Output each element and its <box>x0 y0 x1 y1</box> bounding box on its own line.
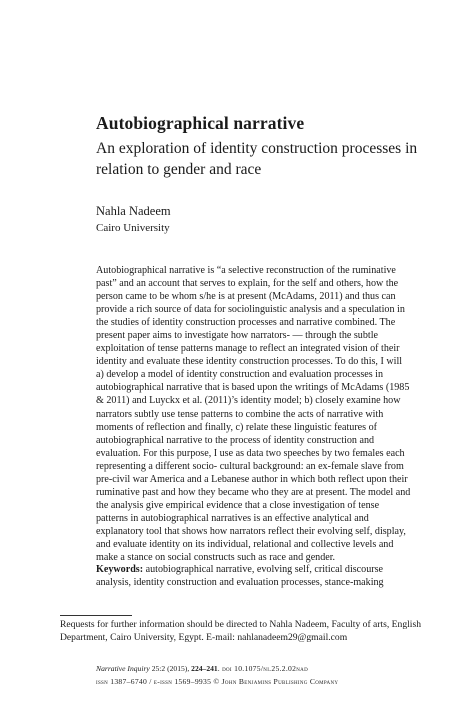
journal-doi: . doi 10.1075/ni.25.2.02nad <box>217 664 308 673</box>
footnote-divider <box>60 615 132 616</box>
article-title: Autobiographical narrative <box>96 113 305 133</box>
footnote-text: Requests for further information should be directed to Nahla Nadeem, Faculty of arts, English Department, Cairo University, Egypt. E-mail: nahlanadeem29@gmail.com <box>60 619 422 644</box>
keywords-section <box>96 563 412 589</box>
journal-name: Narrative Inquiry <box>96 664 150 673</box>
abstract-paragraph: Autobiographical narrative is “a selective reconstruction of the ruminative past” and an account that serves to explain, for the self and others, how the person came to be whom s/he is at present (McAdams, 2011) and thus can provide a rich source of data for sociolinguistic analysis and a speculation in the studies of identity construction processes and narrative combined. The present paper aims to investigate how narrators- — through the subtle exploitation of tense patterns manage to reflect an integrated vision of their identity and evaluate these identity construction processes. To do this, I will a) develop a model of identity construction and evaluation processes in autobiographical narrative that is based upon the writings of McAdams (1985 & 2011) and Luyckx et al. (2011)’s identity model; b) closely examine how narrators subtly use tense patterns to combine the acts of narrative with moments of reflection and finally, c) relate these linguistic features of autobiographical narrative to the process of identity construction and evaluation. For this purpose, I use as data two speeches by two females each representing a different socio- cultural background: an ex-female slave from pre-civil war America and a Lebanese author in which both reflect upon their ruminative past and how they became who they are at present. The model and the analysis give empirical evidence that a close investigation of tense patterns in autobiographical narratives is an effective analytical and explanatory tool that shows how narrators reflect their evolving self, display, and evaluate identity on its individual, relational and collective levels and make a stance on social constructs such as race and gender. <box>96 265 411 564</box>
article-subtitle: An exploration of identity construction processes in relation to gender and race <box>96 140 418 178</box>
author-name: Nahla Nadeem <box>96 204 171 218</box>
journal-citation-line <box>96 663 436 676</box>
author-affiliation: Cairo University <box>96 222 170 234</box>
keywords-text: autobiographical narrative, evolving self, critical discourse analysis, identity construction and evaluation processes, stance-making <box>96 564 384 589</box>
journal-volume: 25:2 (2015), <box>149 664 192 673</box>
journal-info <box>96 663 436 688</box>
journal-issn: issn 1387–6740 / e-issn 1569–9935 © John Benjamins Publishing Company <box>96 676 339 686</box>
journal-pages: 224–241 <box>191 664 218 673</box>
keywords-label: Keywords: <box>96 564 144 575</box>
